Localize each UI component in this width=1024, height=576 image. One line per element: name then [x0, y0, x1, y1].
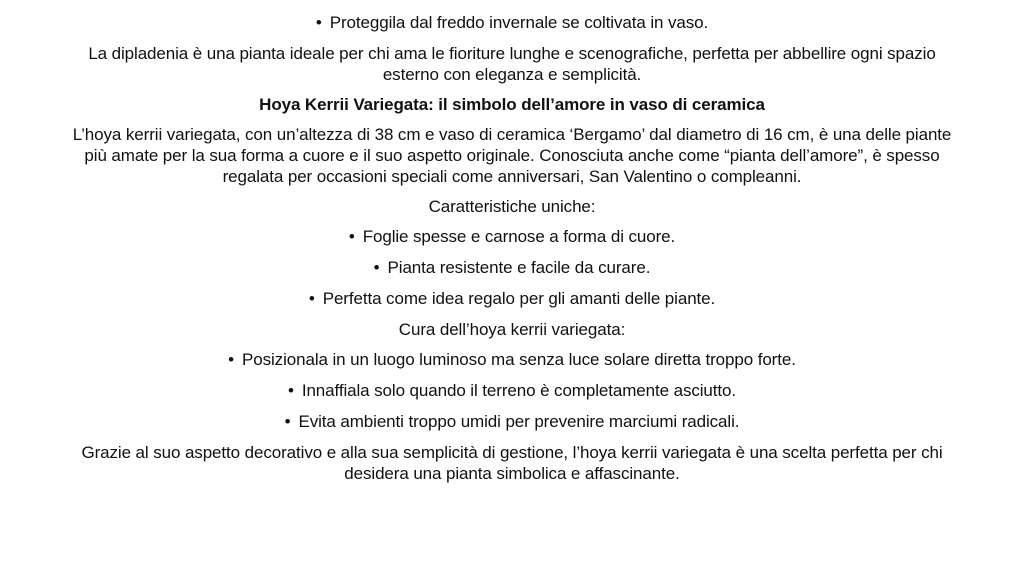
bullet-text: Proteggila dal freddo invernale se coltivata in vaso.: [329, 13, 709, 32]
feature-text: Pianta resistente e facile da curare.: [387, 258, 651, 277]
bullet-icon: •: [348, 227, 355, 246]
care-text: Posizionala in un luogo luminoso ma senza luce solare diretta troppo forte.: [242, 350, 796, 369]
bullet-winter-protection: [72, 12, 952, 33]
bullet-icon: •: [228, 350, 235, 369]
feature-text: Foglie spesse e carnose a forma di cuore.: [362, 227, 676, 246]
bullet-icon: •: [308, 289, 315, 308]
bullet-icon: •: [373, 258, 380, 277]
bullet-icon: •: [284, 412, 291, 431]
section-heading: Hoya Kerrii Variegata: il simbolo dell’amore in vaso di ceramica: [259, 95, 765, 114]
features-title: Caratteristiche uniche:: [428, 197, 596, 216]
description-paragraph: L’hoya kerrii variegata, con un’altezza di 38 cm e vaso di ceramica ‘Bergamo’ dal diametro di 16 cm, è una delle piante più amate per la sua forma a cuore e il suo aspetto originale. Conosciuta anche come “pianta dell’amore”, è spesso regalata per occasioni speciali come anniversari, San Valentino o compleanni.: [72, 125, 952, 186]
bullet-icon: •: [315, 13, 322, 32]
care-text: Innaffiala solo quando il terreno è completamente asciutto.: [301, 381, 737, 400]
care-item: [72, 411, 952, 432]
bullet-icon: •: [287, 381, 294, 400]
feature-item: [72, 288, 952, 309]
care-item: [72, 380, 952, 401]
feature-text: Perfetta come idea regalo per gli amanti delle piante.: [322, 289, 716, 308]
slide-content: [72, 12, 952, 493]
feature-item: [72, 257, 952, 278]
care-item: [72, 349, 952, 370]
conclusion-paragraph: Grazie al suo aspetto decorativo e alla sua semplicità di gestione, l’hoya kerrii variegata è una scelta perfetta per chi desidera una pianta simbolica e affascinante.: [81, 443, 943, 483]
intro-paragraph: La dipladenia è una pianta ideale per chi ama le fioriture lunghe e scenografiche, perfetta per abbellire ogni spazio esterno con eleganza e semplicità.: [88, 44, 936, 84]
care-text: Evita ambienti troppo umidi per prevenire marciumi radicali.: [298, 412, 740, 431]
care-title: Cura dell’hoya kerrii variegata:: [398, 320, 626, 339]
feature-item: [72, 226, 952, 247]
